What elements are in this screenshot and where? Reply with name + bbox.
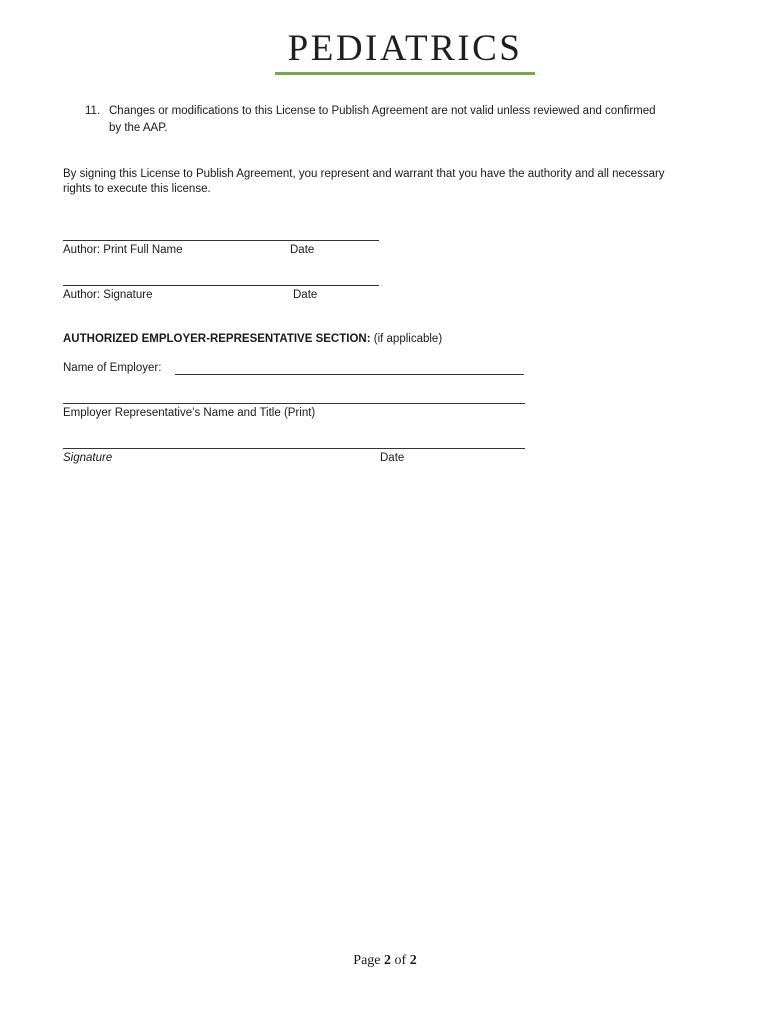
rep-name-line[interactable] — [63, 403, 525, 404]
author-signature-date-label: Date — [293, 289, 318, 301]
page-current: 2 — [384, 953, 392, 968]
employer-heading-text: AUTHORIZED EMPLOYER-REPRESENTATIVE SECTION: — [63, 333, 371, 345]
page-of: of — [391, 953, 410, 968]
author-print-name-line[interactable] — [63, 240, 379, 241]
rep-signature-line[interactable] — [63, 448, 525, 449]
page-total: 2 — [409, 953, 417, 968]
warranty-paragraph: By signing this License to Publish Agreement, you represent and warrant that you have the authority and all necessary rights to execute this license. — [63, 168, 665, 195]
page-prefix: Page — [353, 953, 385, 968]
rep-signature-date-label: Date — [380, 452, 405, 464]
page-number — [0, 953, 770, 969]
logo-underline — [275, 72, 535, 75]
author-print-name-label: Author: Print Full Name — [63, 244, 183, 256]
pediatrics-logo: PEDIATRICS — [287, 28, 523, 69]
clause-text: Changes or modifications to this License to Publish Agreement are not valid unless reviewed and confirmed by the AAP. — [109, 105, 656, 134]
employer-heading-note: (if applicable) — [373, 333, 443, 345]
rep-name-label: Employer Representative’s Name and Title (Print) — [63, 407, 316, 419]
employer-name-line[interactable] — [175, 374, 524, 375]
clause-number: 11. — [85, 105, 101, 117]
employer-name-label: Name of Employer: — [63, 362, 162, 374]
employer-section-heading — [63, 331, 442, 348]
author-signature-label: Author: Signature — [63, 289, 153, 301]
author-signature-line[interactable] — [63, 285, 379, 286]
rep-signature-label: Signature — [63, 452, 113, 464]
author-print-name-date-label: Date — [290, 244, 315, 256]
